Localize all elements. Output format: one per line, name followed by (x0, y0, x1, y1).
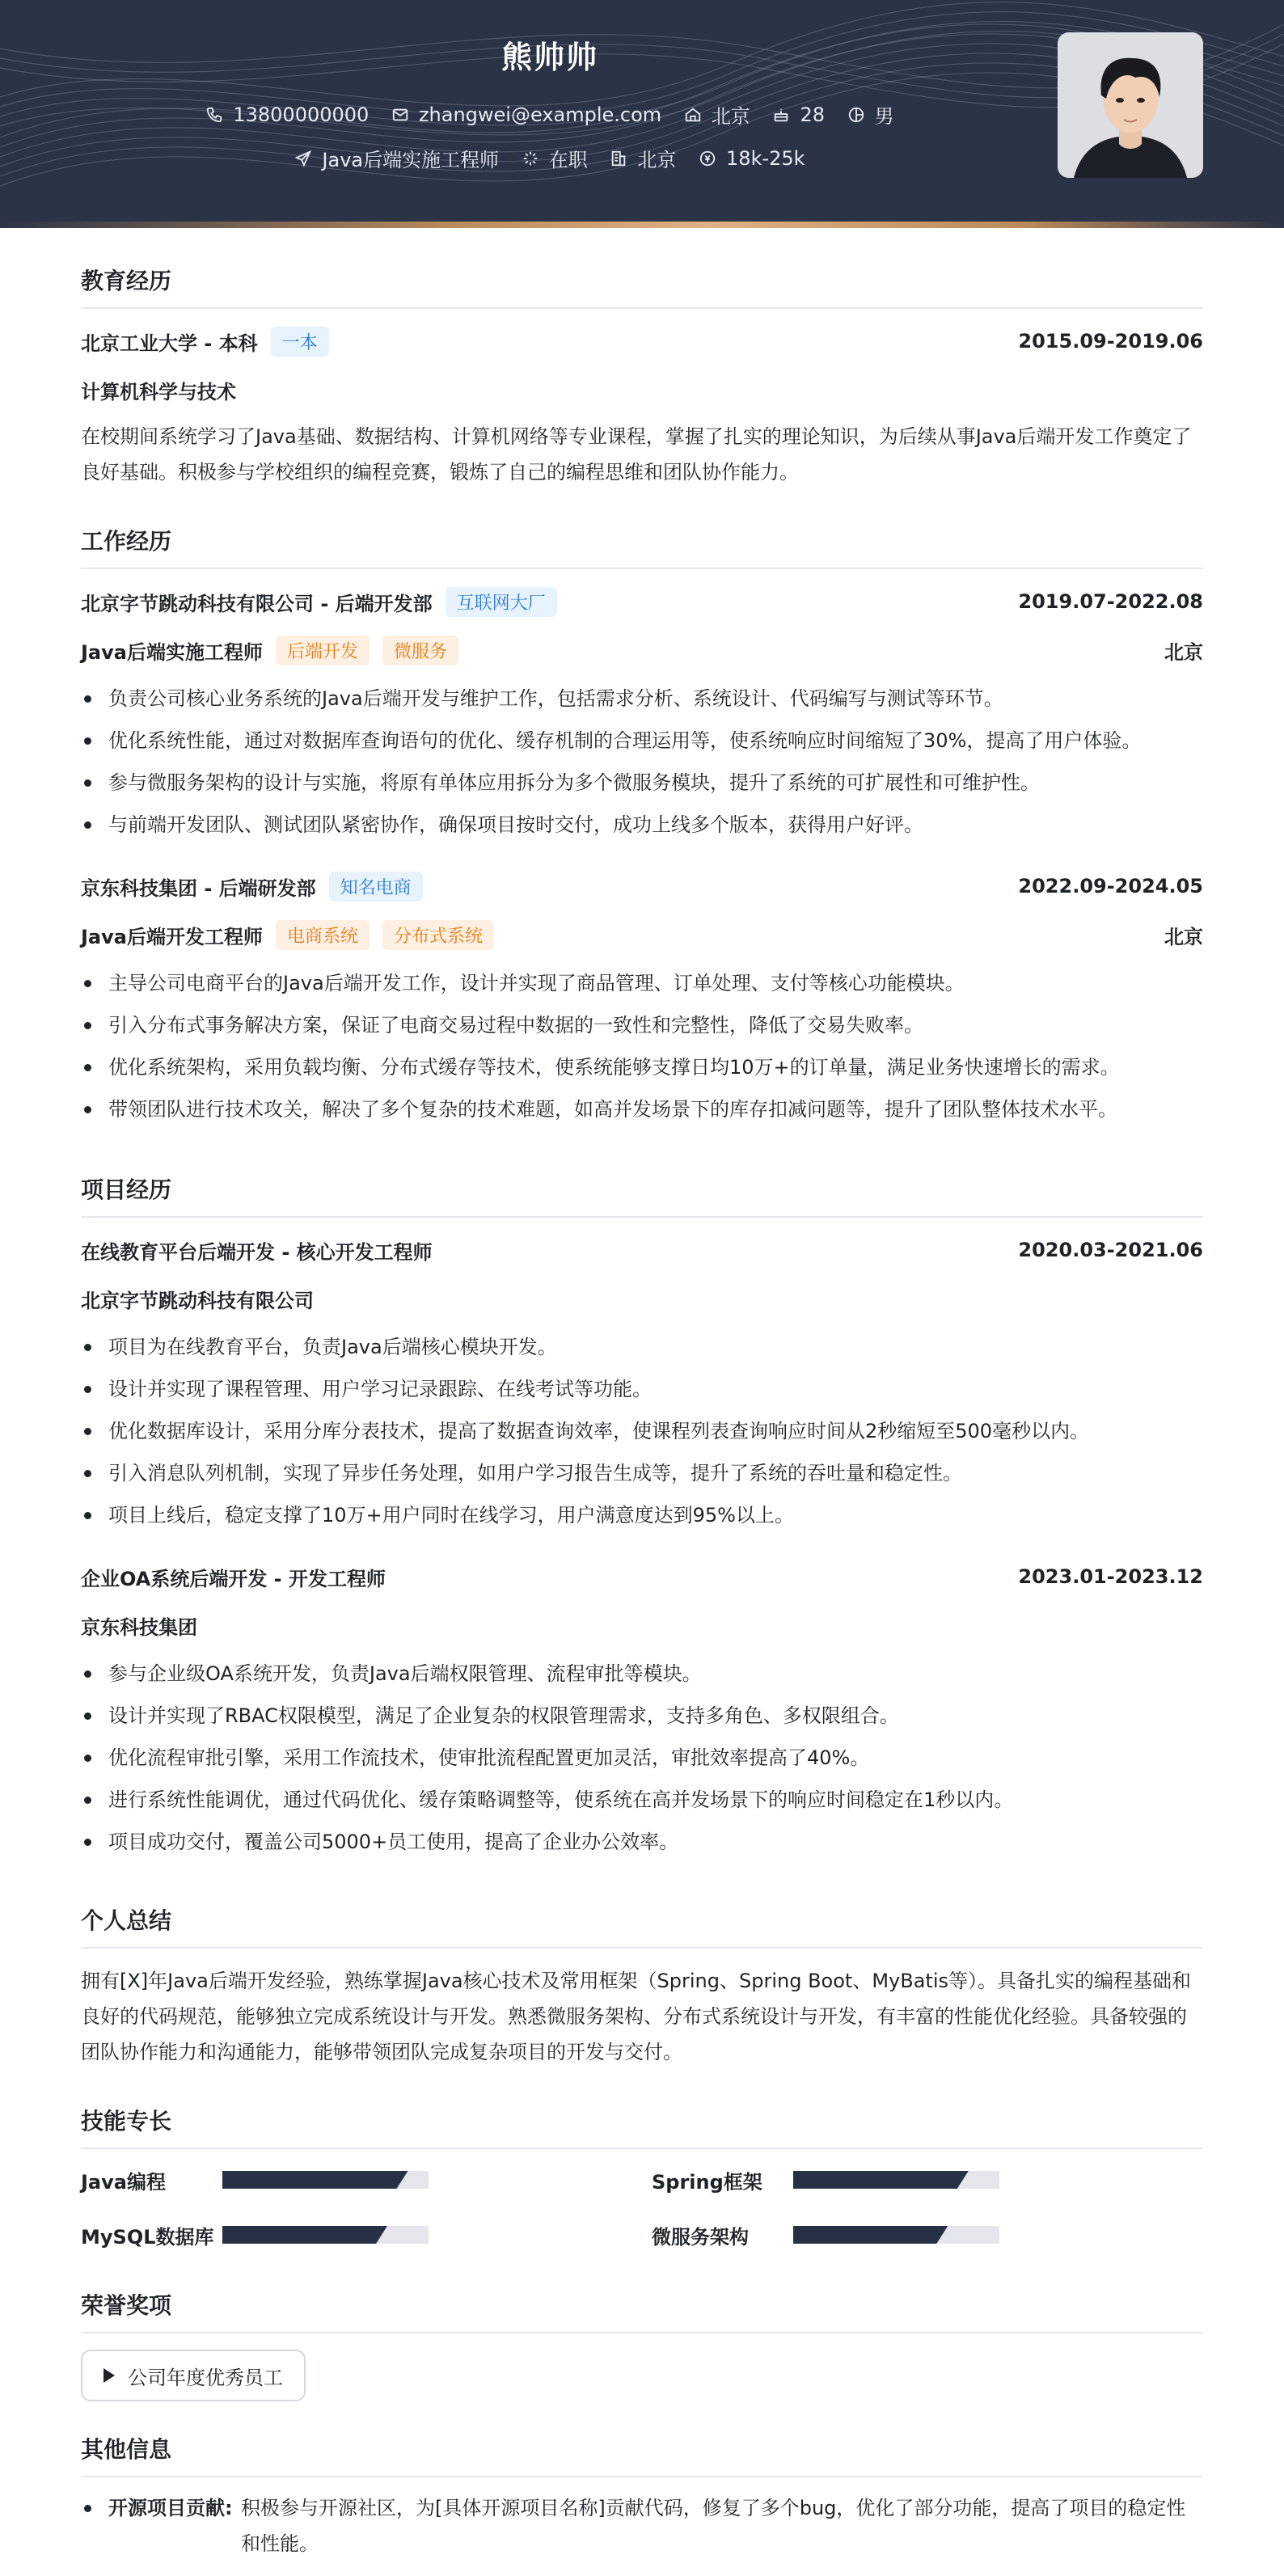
job-1-location: 北京 (1164, 640, 1203, 664)
list-item: 项目上线后，稳定支撑了10万+用户同时在线学习，用户满意度达到95%以上。 (81, 1494, 1203, 1536)
list-item: 设计并实现了课程管理、用户学习记录跟踪、在线考试等功能。 (81, 1368, 1203, 1410)
job-2-role-tag: 电商系统 (276, 920, 370, 950)
job-1-company: 北京字节跳动科技有限公司 - 后端开发部 (81, 592, 433, 615)
job-2-role-row (81, 918, 1203, 951)
project-1-company-row (81, 1282, 1203, 1315)
award-toggle-button[interactable] (81, 2350, 306, 2401)
status-value: 在职 (548, 149, 588, 171)
target-city-item (610, 144, 676, 172)
mail-icon (391, 106, 409, 124)
skill-level-fill (222, 2226, 387, 2244)
loading-icon (522, 150, 539, 167)
school-name: 北京工业大学 - 本科 (81, 332, 258, 355)
age-item (772, 103, 825, 126)
target-city-value: 北京 (637, 149, 677, 171)
project-2-name: 企业OA系统后端开发 - 开发工程师 (81, 1567, 386, 1590)
phone-item (205, 103, 369, 126)
other-info-key: 开源项目贡献: (108, 2497, 233, 2519)
job-title-value: Java后端实施工程师 (322, 149, 500, 171)
home-icon (684, 106, 702, 124)
list-item: 进行系统性能调优，通过代码优化、缓存策略调整等，使系统在高并发场景下的响应时间稳定在1秒以内。 (81, 1779, 1203, 1821)
list-item: 参与企业级OA系统开发，负责Java后端权限管理、流程审批等模块。 (81, 1653, 1203, 1695)
job-intent-row (0, 144, 1100, 172)
job-2-company-tag: 知名电商 (329, 872, 423, 902)
job-1-header (81, 585, 1203, 618)
section-title-projects: 项目经历 (81, 1172, 1203, 1218)
section-title-summary: 个人总结 (81, 1903, 1203, 1949)
phone-value: 13800000000 (233, 103, 370, 126)
skill-level-bar (793, 2226, 999, 2244)
job-2-role-tag: 分布式系统 (382, 920, 494, 950)
candidate-name: 熊帅帅 (501, 40, 598, 75)
major-name: 计算机科学与技术 (81, 380, 236, 403)
job-1-role-row (81, 634, 1203, 666)
project-1-bullets (81, 1326, 1203, 1536)
status-item (522, 144, 588, 172)
gender-value: 男 (874, 105, 894, 128)
skill-item (652, 2164, 999, 2196)
coin-icon (699, 150, 716, 167)
gender-icon (847, 106, 865, 124)
major-row (81, 374, 1203, 406)
other-info-value: 积极参与开源社区，为[具体开源项目名称]贡献代码，修复了多个bug，优化了部分功能，提高了项目的稳定性和性能。 (241, 2497, 1186, 2555)
job-2-location: 北京 (1164, 925, 1203, 948)
project-1-name: 在线教育平台后端开发 - 核心开发工程师 (81, 1240, 433, 1264)
skill-level-bar (222, 2226, 429, 2244)
portrait-image (1058, 32, 1203, 178)
job-2-role: Java后端开发工程师 (81, 925, 263, 948)
list-item: 引入消息队列机制，实现了异步任务处理，如用户学习报告生成等，提升了系统的吞吐量和稳定性。 (81, 1452, 1203, 1494)
summary-text: 拥有[X]年Java后端开发经验，熟练掌握Java核心技术及常用框架（Spring、Spring Boot、MyBatis等）。具备扎实的编程基础和良好的代码规范，能够独立完成系统设计与开发。熟悉微服务架构、分布式系统设计与开发，有丰富的性能优化经验。具备较强的团队协作能力和沟通能力，能够带领团队完成复杂项目的开发与交付。 (81, 1970, 1191, 2063)
list-item: 优化系统架构，采用负载均衡、分布式缓存等技术，使系统能够支撑日均10万+的订单量，满足业务快速增长的需求。 (81, 1046, 1203, 1088)
building-icon (610, 150, 627, 167)
job-2-period: 2022.09-2024.05 (1018, 875, 1203, 897)
skill-level-fill (222, 2171, 408, 2189)
job-1-company-tag: 互联网大厂 (446, 587, 557, 617)
skill-name: 微服务架构 (652, 2225, 749, 2249)
job-2-company: 京东科技集团 - 后端研发部 (81, 876, 316, 900)
city-item (684, 100, 750, 129)
project-2-header (81, 1560, 1203, 1593)
skill-level-bar (793, 2171, 999, 2189)
other-info-item (81, 2490, 1203, 2561)
salary-value: 18k-25k (726, 146, 805, 170)
list-item: 引入分布式事务解决方案，保证了电商交易过程中数据的一致性和完整性，降低了交易失败率。 (81, 1004, 1203, 1046)
job-1-role: Java后端实施工程师 (81, 640, 263, 664)
award-label: 公司年度优秀员工 (128, 2366, 283, 2389)
education-description: 在校期间系统学习了Java基础、数据结构、计算机网络等专业课程，掌握了扎实的理论知识，为后续从事Java后端开发工作奠定了良好基础。积极参与学校组织的编程竞赛，锻炼了自己的编程思维和团队协作能力。 (81, 425, 1192, 484)
age-value: 28 (800, 103, 825, 126)
list-item: 优化系统性能，通过对数据库查询语句的优化、缓存机制的合理运用等，使系统响应时间缩短了30%，提高了用户体验。 (81, 720, 1203, 762)
cake-icon (772, 106, 790, 124)
list-item: 优化数据库设计，采用分库分表技术，提高了数据查询效率，使课程列表查询响应时间从2秒缩短至500毫秒以内。 (81, 1410, 1203, 1452)
play-triangle-icon (103, 2368, 115, 2383)
list-item: 主导公司电商平台的Java后端开发工作，设计并实现了商品管理、订单处理、支付等核心功能模块。 (81, 962, 1203, 1004)
list-item: 项目成功交付，覆盖公司5000+员工使用，提高了企业办公效率。 (81, 1821, 1203, 1863)
resume-header (0, 0, 1284, 228)
section-title-honors: 荣誉奖项 (81, 2288, 1203, 2333)
education-header (81, 325, 1203, 357)
skill-level-fill (793, 2226, 948, 2244)
phone-icon (205, 106, 223, 124)
skill-name: Java编程 (81, 2170, 166, 2194)
project-1-header (81, 1234, 1203, 1266)
section-title-work: 工作经历 (81, 524, 1203, 569)
avatar-photo (1058, 32, 1203, 178)
job-1-period: 2019.07-2022.08 (1018, 590, 1203, 613)
job-2-bullets (81, 962, 1203, 1130)
gender-item (847, 100, 894, 129)
list-item: 项目为在线教育平台，负责Java后端核心模块开发。 (81, 1326, 1203, 1368)
project-1-period: 2020.03-2021.06 (1018, 1239, 1203, 1261)
skill-name: MySQL数据库 (81, 2225, 214, 2249)
school-tag: 一本 (271, 327, 329, 357)
city-value: 北京 (711, 105, 750, 128)
project-2-company: 京东科技集团 (81, 1615, 197, 1639)
bullet-dot (81, 2490, 108, 2561)
skill-item (81, 2164, 429, 2196)
salary-item (699, 147, 805, 170)
list-item: 与前端开发团队、测试团队紧密协作，确保项目按时交付，成功上线多个版本，获得用户好评。 (81, 804, 1203, 846)
list-item: 参与微服务架构的设计与实施，将原有单体应用拆分为多个微服务模块，提升了系统的可扩展性和可维护性。 (81, 762, 1203, 804)
skill-level-bar (222, 2171, 429, 2189)
education-period: 2015.09-2019.06 (1018, 330, 1203, 353)
job-1-role-tag: 后端开发 (276, 636, 370, 665)
skill-level-fill (793, 2171, 969, 2189)
project-1-company: 北京字节跳动科技有限公司 (81, 1289, 314, 1312)
contact-row (0, 100, 1100, 129)
project-2-bullets (81, 1653, 1203, 1863)
section-title-other: 其他信息 (81, 2432, 1203, 2477)
project-2-period: 2023.01-2023.12 (1018, 1565, 1203, 1588)
skill-item (81, 2219, 429, 2251)
job-title-item (294, 144, 499, 172)
send-icon (294, 150, 312, 167)
list-item: 带领团队进行技术攻关，解决了多个复杂的技术难题，如高并发场景下的库存扣减问题等，提升了团队整体技术水平。 (81, 1088, 1203, 1130)
skill-item (652, 2219, 999, 2251)
project-2-company-row (81, 1609, 1203, 1641)
job-1-bullets (81, 678, 1203, 846)
list-item: 设计并实现了RBAC权限模型，满足了企业复杂的权限管理需求，支持多角色、多权限组合。 (81, 1695, 1203, 1737)
skill-name: Spring框架 (652, 2170, 762, 2194)
list-item: 负责公司核心业务系统的Java后端开发与维护工作，包括需求分析、系统设计、代码编写与测试等环节。 (81, 678, 1203, 720)
header-accent-bar (0, 222, 1284, 228)
job-1-role-tag: 微服务 (382, 636, 458, 665)
job-2-header (81, 870, 1203, 902)
section-title-education: 教育经历 (81, 264, 1203, 309)
email-item (391, 103, 661, 126)
email-value: zhangwei@example.com (418, 103, 662, 126)
list-item: 优化流程审批引擎，采用工作流技术，使审批流程配置更加灵活，审批效率提高了40%。 (81, 1737, 1203, 1779)
section-title-skills: 技能专长 (81, 2104, 1203, 2149)
